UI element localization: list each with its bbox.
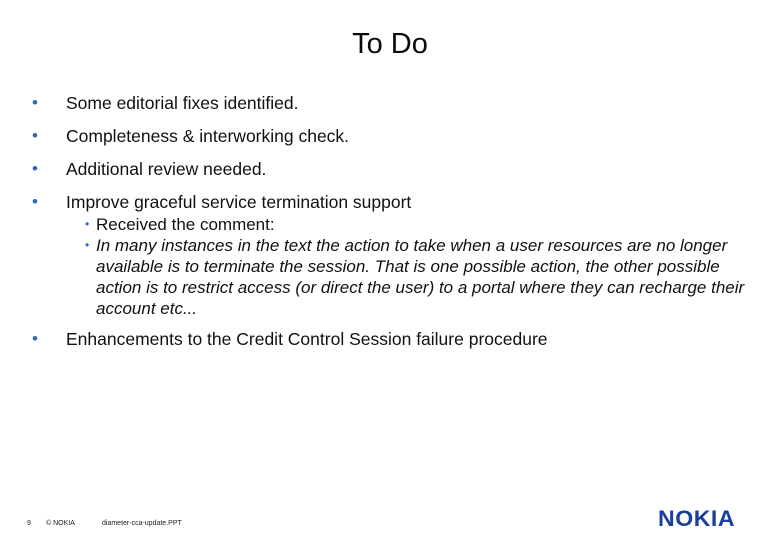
nokia-logo: NOKIA <box>658 506 736 531</box>
sub-bullet-text: Received the comment: <box>96 215 275 234</box>
bullet-dot-icon: • <box>32 329 38 348</box>
page-number: 9 <box>27 520 31 527</box>
bullet-dot-icon: • <box>32 192 38 211</box>
bullet-dot-icon: • <box>32 93 38 112</box>
sub-bullet-item <box>66 214 748 235</box>
bullet-dot-icon: • <box>32 159 38 178</box>
bullet-text: Some editorial fixes identified. <box>66 93 299 113</box>
sub-bullet-dot-icon: • <box>85 238 90 252</box>
bullet-text: Additional review needed. <box>66 159 267 179</box>
bullet-item <box>28 158 748 180</box>
bullet-text: Enhancements to the Credit Control Session failure procedure <box>66 329 548 349</box>
bullet-item <box>28 125 748 147</box>
bullet-text: Improve graceful service termination support <box>66 192 412 212</box>
bullet-dot-icon: • <box>32 126 38 145</box>
file-name: diameter-cca-update.PPT <box>102 520 182 527</box>
sub-bullet-dot-icon: • <box>85 217 90 231</box>
bullet-text: Completeness & interworking check. <box>66 126 350 146</box>
sub-bullet-text: In many instances in the text the action to take when a user resources are no longer available is to terminate the session. That is one possible action, the other possible action is to restrict access (or direct the user) to a portal where they can recharge their account etc... <box>96 236 745 318</box>
bullet-item <box>28 92 748 114</box>
sub-bullet-list <box>66 214 748 319</box>
bullet-item <box>28 328 748 350</box>
slide-title: To Do <box>352 28 428 60</box>
bullet-list <box>28 92 748 350</box>
sub-bullet-item <box>66 235 748 319</box>
bullet-item <box>28 191 748 319</box>
copyright-text: © NOKIA <box>46 520 75 527</box>
